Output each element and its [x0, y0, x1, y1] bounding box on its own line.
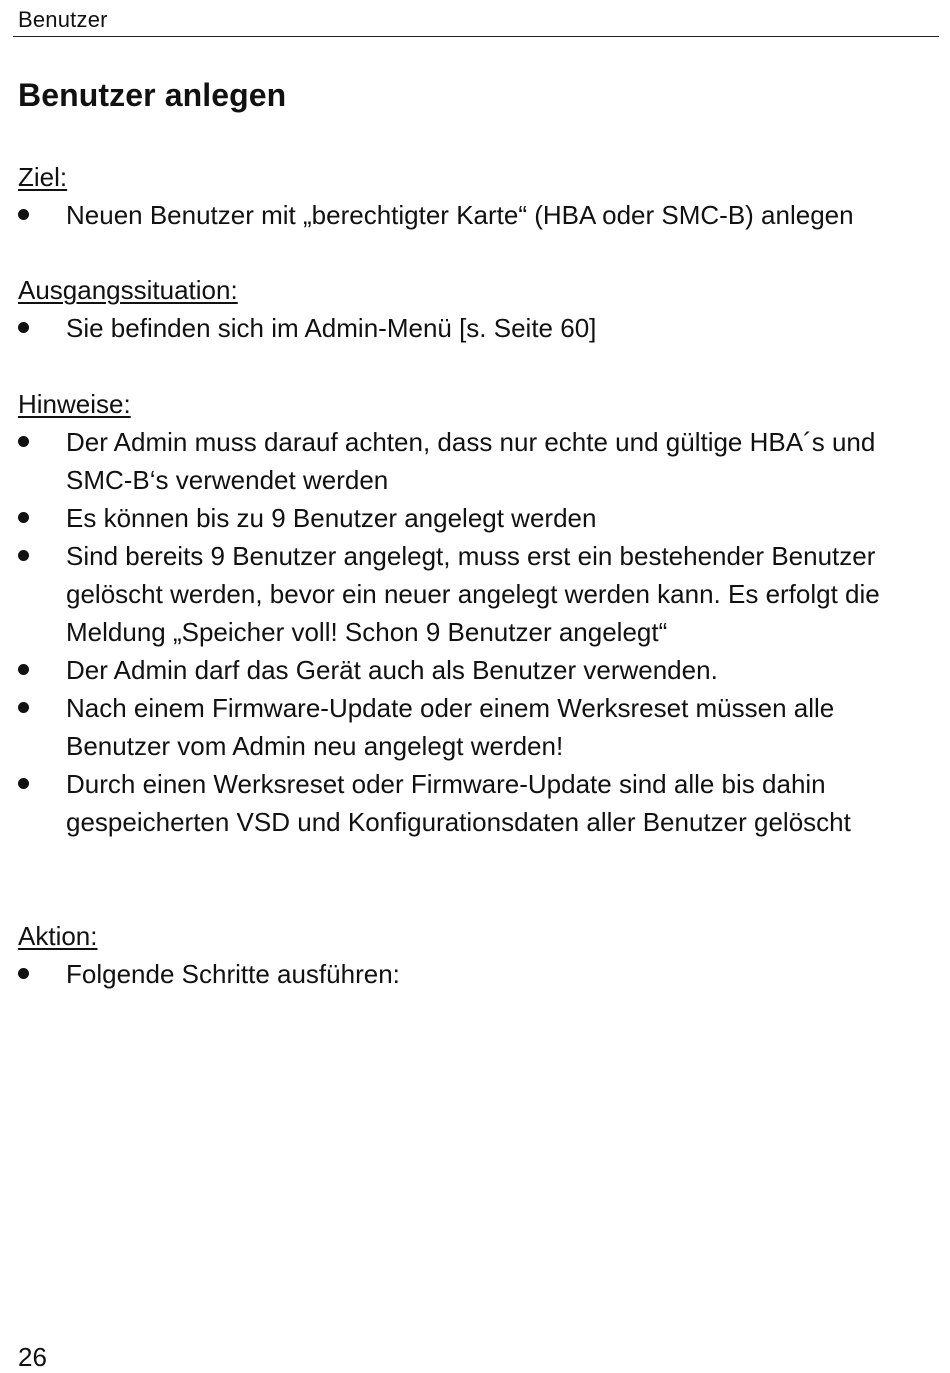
bullet-icon	[18, 664, 29, 675]
section-hinweise	[18, 385, 938, 841]
section-ziel	[18, 158, 938, 234]
header-divider	[13, 36, 939, 37]
bullet-icon	[18, 550, 29, 561]
bullet-icon	[18, 512, 29, 523]
page-title: Benutzer anlegen	[18, 77, 287, 113]
list-item-text: Der Admin muss darauf achten, dass nur echte und gültige HBA´s und SMC-B‘s verwendet werden	[66, 427, 876, 495]
list-item	[18, 196, 938, 234]
bullet-icon	[18, 968, 29, 979]
list-item	[18, 537, 938, 651]
list-item-text: Neuen Benutzer mit „berechtigter Karte“ (HBA oder SMC-B) anlegen	[66, 200, 854, 230]
list-item	[18, 309, 938, 347]
section-label-ziel: Ziel:	[18, 162, 68, 192]
list-item	[18, 651, 938, 689]
bullet-icon	[18, 209, 29, 220]
section-aktion	[18, 917, 938, 993]
bullet-list-ziel	[18, 196, 938, 234]
section-ausgangssituation	[18, 271, 938, 347]
list-item-text: Folgende Schritte ausführen:	[66, 959, 400, 989]
bullet-icon	[18, 702, 29, 713]
bullet-list-hinweise	[18, 423, 938, 841]
list-item	[18, 423, 938, 499]
list-item-text: Es können bis zu 9 Benutzer angelegt werden	[66, 503, 597, 533]
list-item	[18, 955, 938, 993]
bullet-icon	[18, 778, 29, 789]
list-item	[18, 499, 938, 537]
list-item-text: Nach einem Firmware-Update oder einem Werksreset müssen alle Benutzer vom Admin neu angelegt werden!	[66, 693, 835, 761]
section-label-aktion: Aktion:	[18, 921, 98, 951]
list-item-text: Der Admin darf das Gerät auch als Benutzer verwenden.	[66, 655, 718, 685]
list-item-text: Sie befinden sich im Admin-Menü [s. Seite 60]	[66, 313, 597, 343]
bullet-list-aktion	[18, 955, 938, 993]
list-item	[18, 765, 938, 841]
section-label-hinweise: Hinweise:	[18, 389, 131, 419]
running-header: Benutzer	[18, 7, 108, 32]
list-item-text: Sind bereits 9 Benutzer angelegt, muss erst ein bestehender Benutzer gelöscht werden, bevor ein neuer angelegt werden kann. Es erfolgt die Meldung „Speicher voll! Schon 9 Benutzer angelegt“	[66, 541, 880, 647]
page-number: 26	[18, 1342, 47, 1372]
bullet-icon	[18, 436, 29, 447]
list-item-text: Durch einen Werksreset oder Firmware-Update sind alle bis dahin gespeicherten VSD und Konfigurationsdaten aller Benutzer gelöscht	[66, 769, 851, 837]
list-item	[18, 689, 938, 765]
bullet-icon	[18, 322, 29, 333]
section-label-ausgangssituation: Ausgangssituation:	[18, 275, 238, 305]
bullet-list-ausgangssituation	[18, 309, 938, 347]
